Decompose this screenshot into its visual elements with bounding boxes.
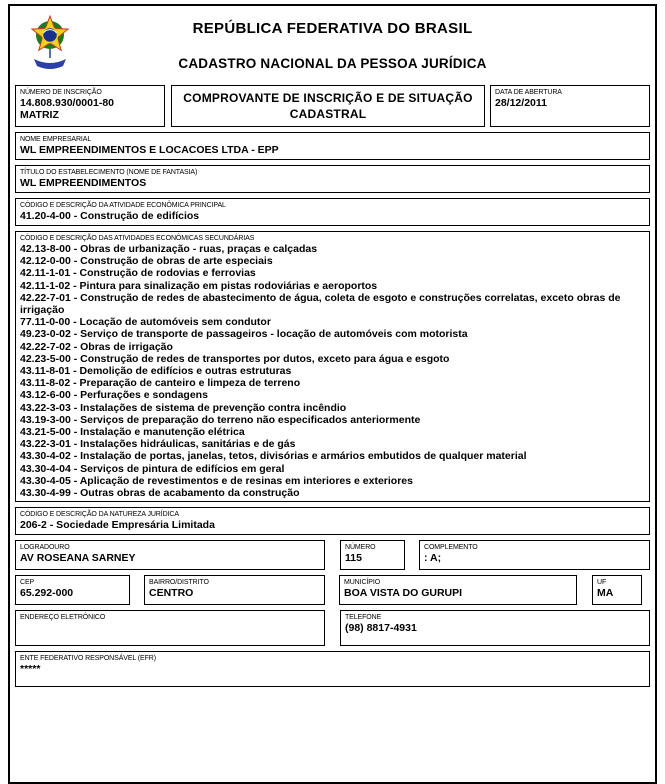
secondary-activity-item: 42.13-8-00 - Obras de urbanização - ruas, praças e calçadas bbox=[20, 243, 318, 255]
legal-nature-label: CÓDIGO E DESCRIÇÃO DA NATUREZA JURÍDICA bbox=[20, 511, 179, 519]
inscription-number-label: NÚMERO DE INSCRIÇÃO bbox=[20, 89, 102, 96]
municipality-value: BOA VISTA DO GURUPI bbox=[344, 587, 463, 600]
street-number-value: 115 bbox=[345, 552, 362, 565]
secondary-activity-item: 42.12-0-00 - Construção de obras de arte especiais bbox=[20, 255, 273, 268]
opening-date-box bbox=[490, 85, 650, 127]
secondary-activity-item: 42.11-1-02 - Pintura para sinalização em pistas rodoviárias e aeroportos bbox=[20, 279, 378, 292]
secondary-activity-item: 43.30-4-05 - Aplicação de revestimentos e de resinas em interiores e exteriores bbox=[20, 474, 413, 487]
secondary-activity-item: 43.22-3-03 - Instalações de sistema de prevenção contra incêndio bbox=[20, 401, 347, 414]
secondary-activities-box bbox=[15, 231, 650, 502]
phone-box bbox=[340, 610, 650, 646]
secondary-activity-item: 49.23-0-02 - Serviço de transporte de passageiros - locação de automóveis com motorista bbox=[20, 328, 468, 341]
complement-box bbox=[419, 540, 650, 570]
email-box bbox=[15, 610, 325, 646]
efr-value: ***** bbox=[20, 663, 41, 676]
document-header bbox=[15, 6, 650, 82]
legal-nature-box bbox=[15, 507, 650, 535]
secondary-activity-item: 42.22-7-01 - Construção de redes de abastecimento de água, coleta de esgoto e construções correlatas, exceto obras de irrigação bbox=[20, 291, 621, 317]
secondary-activity-item: 43.21-5-00 - Instalação e manutenção elétrica bbox=[20, 426, 245, 439]
main-activity-box bbox=[15, 198, 650, 226]
secondary-activity-item: 42.23-5-00 - Construção de redes de transportes por dutos, exceto para água e esgoto bbox=[20, 352, 450, 365]
contact-row bbox=[15, 610, 650, 646]
document-title: COMPROVANTE DE INSCRIÇÃO E DE SITUAÇÃO CADASTRAL bbox=[183, 91, 473, 121]
trade-name-label: TÍTULO DO ESTABELECIMENTO (NOME DE FANTASIA) bbox=[20, 169, 198, 176]
main-activity-label: CÓDIGO E DESCRIÇÃO DA ATIVIDADE ECONÔMICA PRINCIPAL bbox=[20, 202, 226, 209]
efr-box bbox=[15, 651, 650, 687]
secondary-activity-item: 43.30-4-99 - Outras obras de acabamento da construção bbox=[20, 487, 300, 500]
secondary-activity-item: 77.11-0-00 - Locação de automóveis sem condutor bbox=[20, 316, 271, 329]
country-title: REPÚBLICA FEDERATIVA DO BRASIL bbox=[192, 20, 473, 37]
street-box bbox=[15, 540, 325, 570]
opening-date-value: 28/12/2011 bbox=[495, 97, 547, 109]
state-box bbox=[592, 575, 642, 605]
opening-date-label: DATA DE ABERTURA bbox=[495, 89, 562, 96]
secondary-activity-item: 43.19-3-00 - Serviços de preparação do terreno não especificados anteriormente bbox=[20, 413, 421, 426]
phone-value: (98) 8817-4931 bbox=[345, 622, 417, 635]
street-number-box bbox=[340, 540, 405, 570]
company-name-value: WL EMPREENDIMENTOS E LOCACOES LTDA - EPP bbox=[20, 144, 279, 156]
secondary-activity-item: 43.11-8-01 - Demolição de edifícios e outras estruturas bbox=[20, 365, 292, 378]
complement-label: COMPLEMENTO bbox=[424, 544, 478, 552]
registry-title: CADASTRO NACIONAL DA PESSOA JURÍDICA bbox=[178, 56, 487, 71]
inscription-number-value: 14.808.930/0001-80 bbox=[20, 97, 115, 109]
zip-value: 65.292-000 bbox=[20, 587, 74, 600]
legal-nature-value: 206-2 - Sociedade Empresária Limitada bbox=[20, 519, 215, 532]
inscription-number-box bbox=[15, 85, 165, 127]
municipality-label: MUNICÍPIO bbox=[344, 579, 381, 587]
secondary-activities-list bbox=[16, 243, 649, 499]
district-box bbox=[144, 575, 325, 605]
header-row bbox=[15, 85, 650, 127]
zip-label: CEP bbox=[20, 579, 35, 587]
phone-label: TELEFONE bbox=[345, 614, 382, 622]
street-label: LOGRADOURO bbox=[20, 544, 70, 552]
district-value: CENTRO bbox=[149, 587, 194, 600]
zip-box bbox=[15, 575, 130, 605]
secondary-activity-item: 43.30-4-02 - Instalação de portas, janelas, tetos, divisórias e armários embutidos de qualquer material bbox=[20, 450, 527, 463]
cnpj-certificate-document bbox=[8, 4, 657, 784]
company-name-label: NOME EMPRESARIAL bbox=[20, 136, 92, 143]
district-label: BAIRRO/DISTRITO bbox=[149, 579, 209, 587]
secondary-activity-item: 42.22-7-02 - Obras de irrigação bbox=[20, 340, 173, 353]
complement-value: : A; bbox=[424, 552, 442, 565]
main-activity-value: 41.20-4-00 - Construção de edifícios bbox=[20, 210, 200, 222]
secondary-activities-label: CÓDIGO E DESCRIÇÃO DAS ATIVIDADES ECONÔMICAS SECUNDÁRIAS bbox=[20, 235, 255, 242]
street-row bbox=[15, 540, 650, 570]
document-content bbox=[10, 6, 655, 687]
secondary-activity-item: 43.30-4-04 - Serviços de pintura de edifícios em geral bbox=[20, 462, 285, 475]
secondary-activity-item: 42.11-1-01 - Construção de rodovias e ferrovias bbox=[20, 267, 256, 280]
street-number-label: NÚMERO bbox=[345, 544, 376, 552]
state-value: MA bbox=[597, 587, 614, 600]
trade-name-value: WL EMPREENDIMENTOS bbox=[20, 177, 147, 189]
street-value: AV ROSEANA SARNEY bbox=[20, 552, 136, 565]
email-label: ENDEREÇO ELETRÔNICO bbox=[20, 614, 106, 622]
trade-name-box bbox=[15, 165, 650, 193]
municipality-box bbox=[339, 575, 577, 605]
efr-label: ENTE FEDERATIVO RESPONSÁVEL (EFR) bbox=[20, 655, 156, 663]
secondary-activity-item: 43.22-3-01 - Instalações hidráulicas, sanitárias e de gás bbox=[20, 438, 296, 451]
company-name-box bbox=[15, 132, 650, 160]
state-label: UF bbox=[597, 579, 607, 587]
secondary-activity-item: 43.11-8-02 - Preparação de canteiro e limpeza de terreno bbox=[20, 377, 301, 390]
city-row bbox=[15, 575, 650, 605]
document-title-box bbox=[171, 85, 485, 127]
inscription-unit-type: MATRIZ bbox=[20, 109, 59, 121]
secondary-activity-item: 43.12-6-00 - Perfurações e sondagens bbox=[20, 389, 208, 402]
